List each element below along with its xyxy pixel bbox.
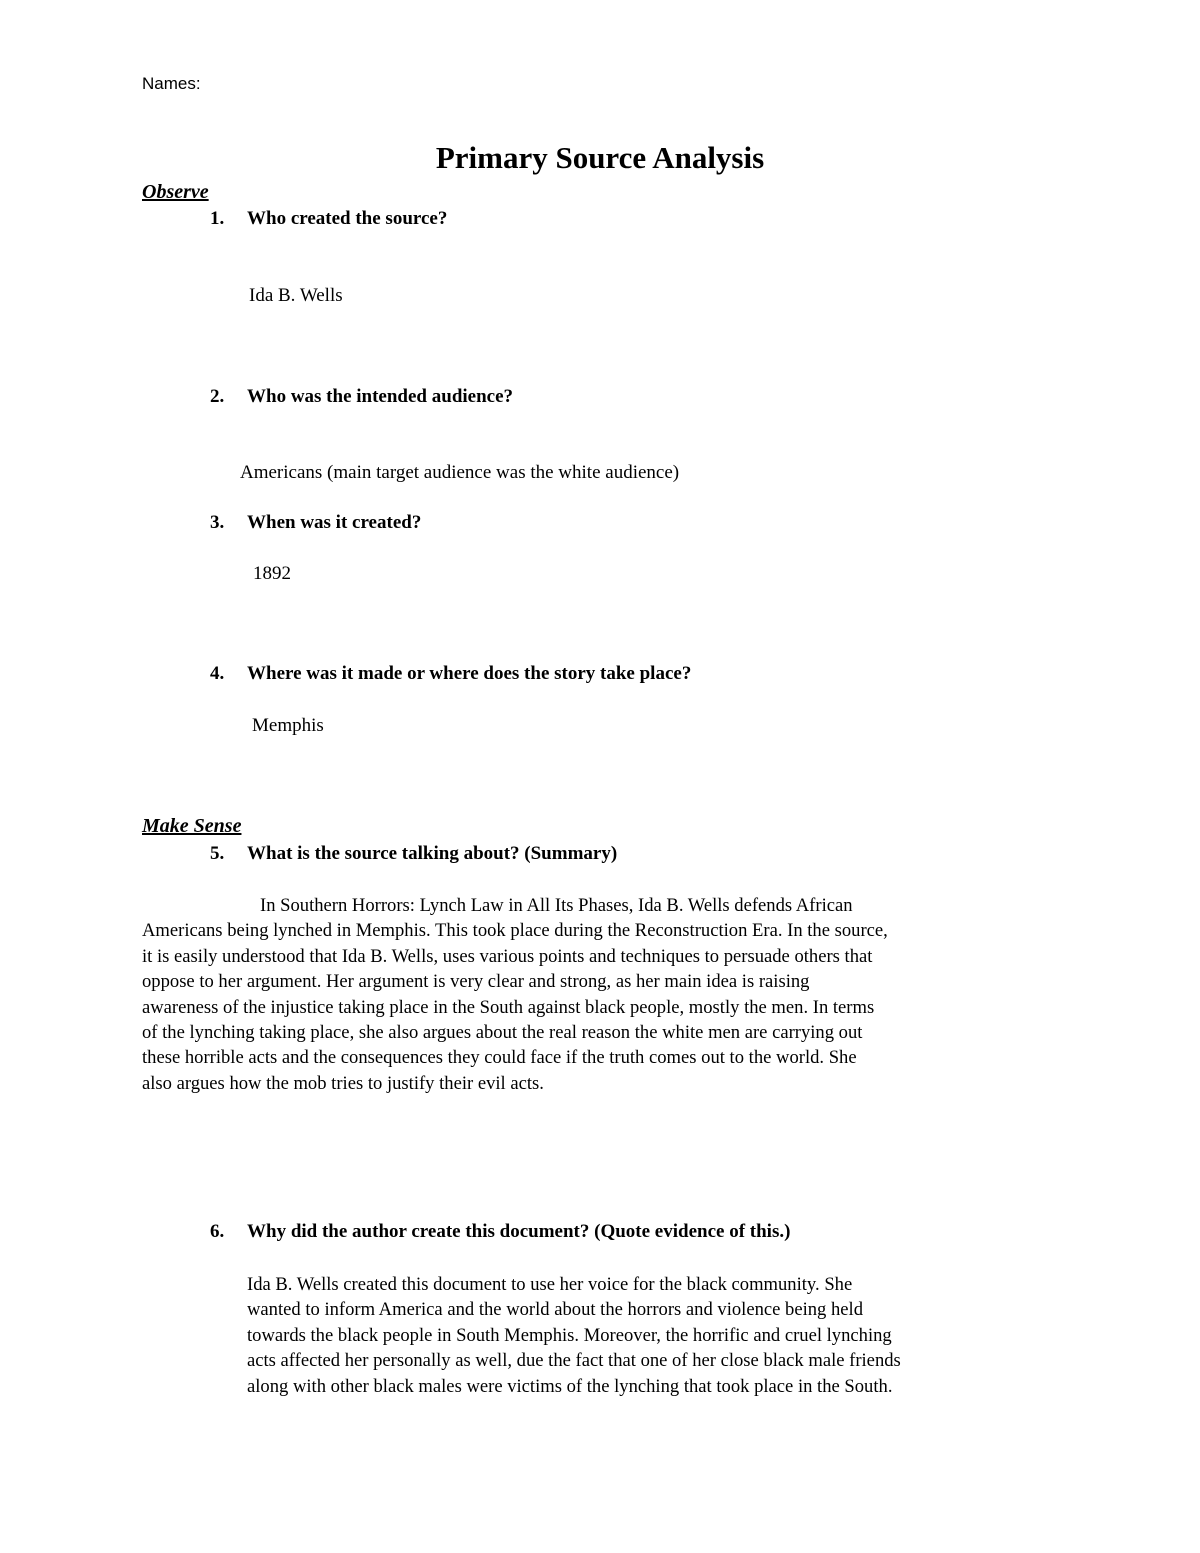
evidence-line: towards the black people in South Memphis. Moreover, the horrific and cruel lynching (247, 1324, 892, 1346)
answer-text: Ida B. Wells (249, 285, 343, 306)
question-number: 6. (210, 1221, 225, 1242)
question-number: 4. (210, 663, 225, 684)
summary-line: awareness of the injustice taking place in the South against black people, mostly the men. In terms (142, 996, 875, 1018)
question-number: 1. (210, 208, 225, 229)
summary-line: it is easily understood that Ida B. Wells, uses various points and techniques to persuade others that (142, 945, 873, 967)
evidence-line: along with other black males were victims of the lynching that took place in the South. (247, 1375, 893, 1397)
names-label: Names: (142, 74, 201, 93)
answer-text: 1892 (253, 563, 291, 584)
question-text: Who created the source? (247, 208, 448, 229)
question-text: Who was the intended audience? (247, 386, 514, 407)
question-text: When was it created? (247, 512, 422, 533)
question-text: Where was it made or where does the story take place? (247, 663, 692, 684)
summary-line: oppose to her argument. Her argument is very clear and strong, as her main idea is raising (142, 971, 810, 993)
summary-line: these horrible acts and the consequences they could face if the truth comes out to the world. She (142, 1047, 857, 1069)
evidence-paragraph (247, 1272, 1067, 1399)
summary-line: Americans being lynched in Memphis. This took place during the Reconstruction Era. In the source, (142, 920, 888, 942)
section-heading-observe: Observe (142, 181, 209, 203)
summary-line: also argues how the mob tries to justify their evil acts. (142, 1072, 544, 1094)
section-heading-make-sense: Make Sense (142, 815, 242, 837)
question-number: 2. (210, 386, 225, 407)
question-number: 5. (210, 843, 225, 864)
summary-line: of the lynching taking place, she also argues about the real reason the white men are carrying out (142, 1022, 863, 1044)
evidence-line: Ida B. Wells created this document to use her voice for the black community. She (247, 1274, 853, 1295)
evidence-line: wanted to inform America and the world about the horrors and violence being held (247, 1299, 863, 1321)
question-number: 3. (210, 512, 225, 533)
answer-text: Memphis (252, 715, 324, 736)
question-text: Why did the author create this document? (Quote evidence of this.) (247, 1221, 791, 1242)
answer-text: Americans (main target audience was the white audience) (240, 462, 680, 483)
summary-line: In Southern Horrors: Lynch Law in All Its Phases, Ida B. Wells defends African (260, 895, 853, 916)
evidence-line: acts affected her personally as well, due the fact that one of her close black male friends (247, 1350, 901, 1372)
page-title: Primary Source Analysis (435, 140, 765, 175)
summary-paragraph (142, 893, 1062, 1096)
question-text: What is the source talking about? (Summary) (247, 843, 618, 864)
